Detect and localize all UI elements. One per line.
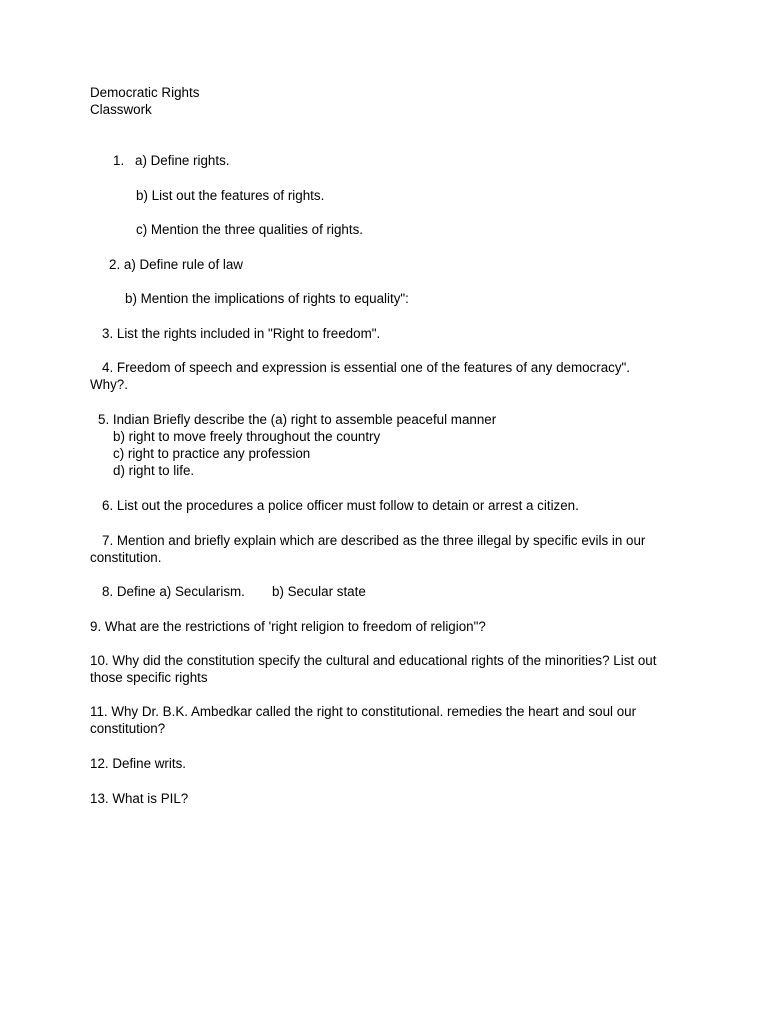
- question-4: 4. Freedom of speech and expression is essential one of the features of any democracy". Why?.: [90, 360, 634, 392]
- question-1-number: 1.: [113, 153, 125, 168]
- question-6: 6. List out the procedures a police officer must follow to detain or arrest a citizen.: [102, 498, 579, 513]
- question-1c: c) Mention the three qualities of rights.: [136, 222, 364, 237]
- question-12: 12. Define writs.: [90, 756, 187, 771]
- question-2b: b) Mention the implications of rights to equality":: [125, 291, 409, 306]
- question-5b: b) right to move freely throughout the country: [113, 429, 381, 444]
- question-7: 7. Mention and briefly explain which are described as the three illegal by specific evils in our constitution.: [90, 533, 650, 565]
- question-2a: 2. a) Define rule of law: [109, 257, 243, 272]
- question-8a: 8. Define a) Secularism.: [102, 584, 245, 599]
- question-13: 13. What is PIL?: [90, 791, 189, 806]
- question-8b: b) Secular state: [272, 584, 366, 599]
- question-5d: d) right to life.: [113, 463, 195, 478]
- question-1b: b) List out the features of rights.: [136, 188, 325, 203]
- question-5a: 5. Indian Briefly describe the (a) right to assemble peaceful manner: [98, 412, 497, 427]
- document-subtitle: Classwork: [90, 102, 152, 117]
- question-3: 3. List the rights included in "Right to freedom".: [102, 326, 381, 341]
- question-1a: a) Define rights.: [135, 153, 230, 168]
- question-9: 9. What are the restrictions of 'right religion to freedom of religion"?: [90, 619, 486, 634]
- question-10: 10. Why did the constitution specify the cultural and educational rights of the minorities? List out those specific rights: [90, 653, 661, 685]
- question-11: 11. Why Dr. B.K. Ambedkar called the right to constitutional. remedies the heart and soul our constitution?: [90, 704, 640, 736]
- question-5c: c) right to practice any profession: [113, 446, 311, 461]
- document-title: Democratic Rights: [90, 85, 200, 100]
